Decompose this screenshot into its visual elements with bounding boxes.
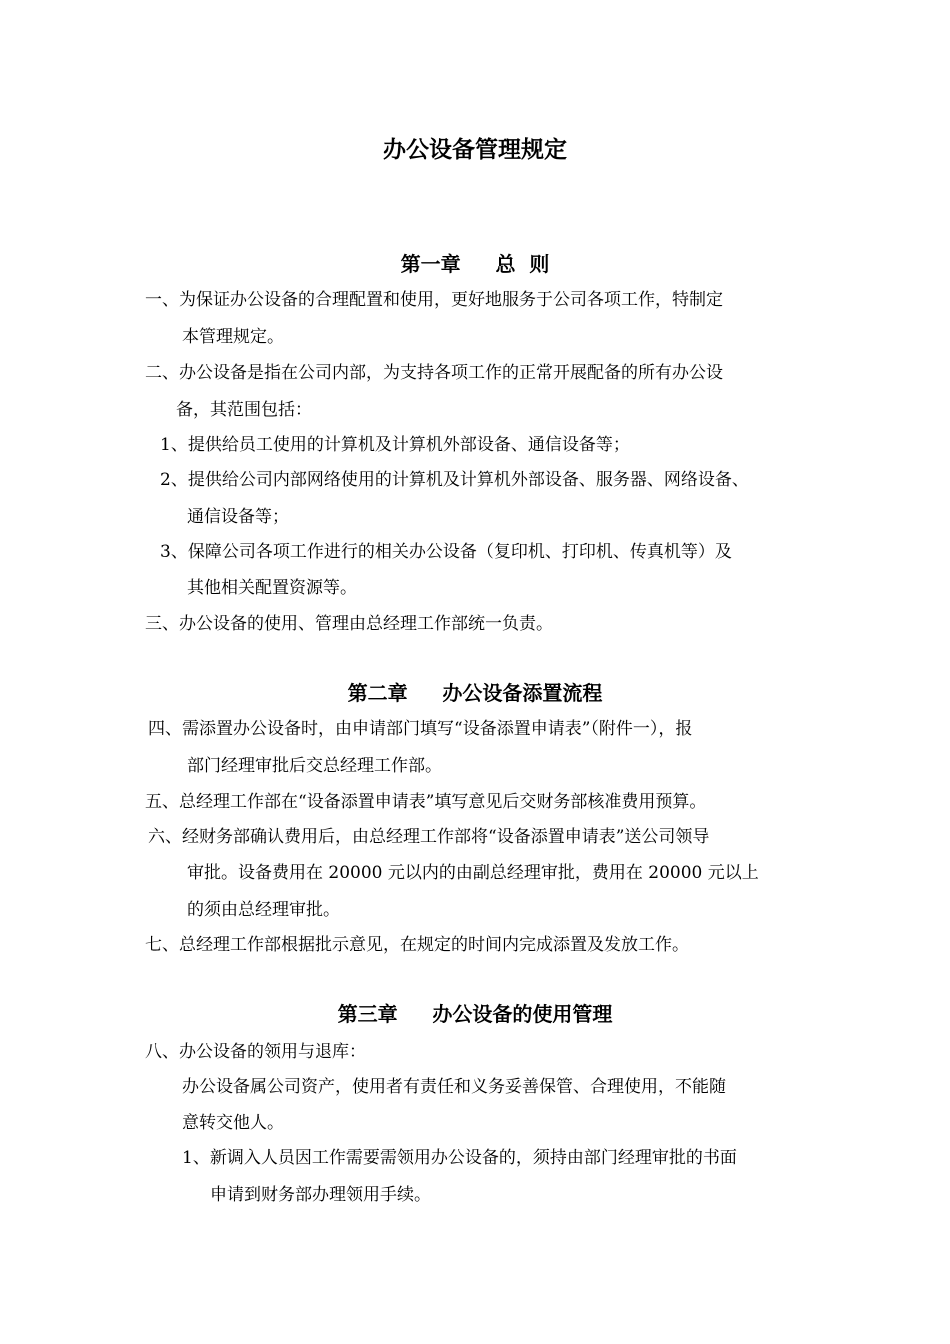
paragraph-line: 七、总经理工作部根据批示意见，在规定的时间内完成添置及发放工作。: [145, 935, 689, 955]
paragraph-line: 的须由总经理审批。: [187, 900, 340, 920]
paragraph-line: 四、需添置办公设备时，由申请部门填写“设备添置申请表”（附件一），报: [148, 719, 693, 739]
list-item-line: 通信设备等；: [187, 507, 289, 527]
list-item-line: 1、提供给员工使用的计算机及计算机外部设备、通信设备等；: [160, 435, 630, 455]
paragraph-line: 五、总经理工作部在“设备添置申请表”填写意见后交财务部核准费用预算。: [145, 792, 707, 812]
document-title: 办公设备管理规定: [383, 137, 567, 163]
list-item-line: 申请到财务部办理领用手续。: [210, 1185, 431, 1205]
paragraph-line: 意转交他人。: [182, 1113, 284, 1133]
paragraph-line: 六、经财务部确认费用后，由总经理工作部将“设备添置申请表”送公司领导: [148, 827, 710, 847]
paragraph-line: 办公设备属公司资产，使用者有责任和义务妥善保管、合理使用，不能随: [182, 1077, 726, 1097]
paragraph-line: 部门经理审批后交总经理工作部。: [187, 756, 442, 776]
list-item-line: 其他相关配置资源等。: [187, 578, 357, 598]
list-item-line: 2、提供给公司内部网络使用的计算机及计算机外部设备、服务器、网络设备、: [160, 470, 749, 490]
paragraph-line: 本管理规定。: [182, 327, 284, 347]
chapter-heading-3: 第三章 办公设备的使用管理: [337, 1002, 613, 1026]
chapter-heading-2: 第二章 办公设备添置流程: [347, 681, 603, 705]
paragraph-line: 备，其范围包括：: [176, 400, 312, 420]
list-item-line: 3、保障公司各项工作进行的相关办公设备（复印机、打印机、传真机等）及: [160, 542, 732, 562]
paragraph-line: 审批。设备费用在 20000 元以内的由副总经理审批，费用在 20000 元以上: [187, 863, 759, 883]
paragraph-line: 一、为保证办公设备的合理配置和使用，更好地服务于公司各项工作，特制定: [145, 290, 723, 310]
list-item-line: 1、新调入人员因工作需要需领用办公设备的，须持由部门经理审批的书面: [182, 1148, 737, 1168]
chapter-heading-1: 第一章 总 则: [400, 252, 550, 276]
paragraph-line: 三、办公设备的使用、管理由总经理工作部统一负责。: [145, 614, 553, 634]
paragraph-line: 八、办公设备的领用与退库：: [145, 1042, 366, 1062]
paragraph-line: 二、办公设备是指在公司内部，为支持各项工作的正常开展配备的所有办公设: [145, 363, 723, 383]
